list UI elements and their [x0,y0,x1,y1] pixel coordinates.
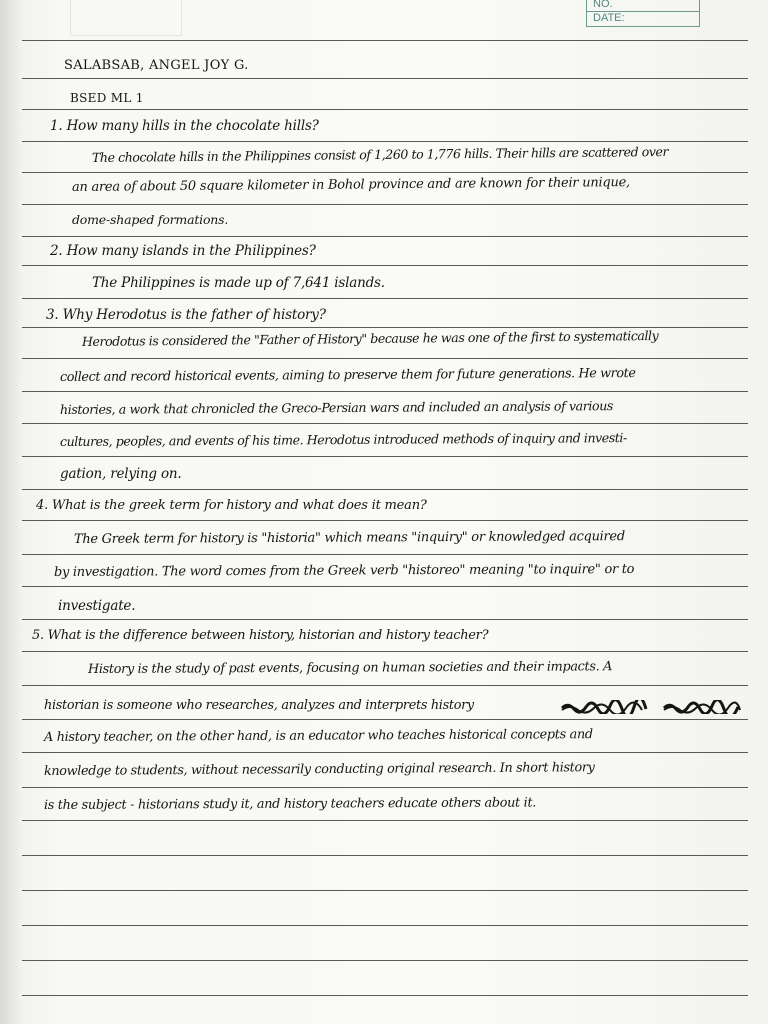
date-label: DATE: [593,12,625,24]
ruled-line [22,456,748,457]
faint-stamp-box [70,0,182,36]
ruled-line [22,489,748,490]
ruled-line [22,265,748,266]
ruled-line [22,960,748,961]
answer-5-line-1: History is the study of past events, focusing on human societies and their impacts. A [87,659,613,677]
answer-1-line-3: dome-shaped formations. [72,212,229,227]
ruled-line [22,520,748,521]
student-name: SALABSAB, ANGEL JOY G. [64,58,249,73]
ruled-line [22,685,748,686]
answer-5-line-2: historian is someone who researches, analyzes and interprets history [44,698,474,713]
ruled-line [22,925,748,926]
ruled-line [22,554,748,555]
ruled-line [22,890,748,891]
answer-5-line-4: knowledge to students, without necessarily conducting original research. In short history [43,760,595,779]
ruled-line [22,204,748,205]
ruled-line [22,423,748,424]
scribbled-out-text [560,700,742,714]
ruled-line [22,752,748,753]
ruled-line [22,236,748,237]
question-4: 4. What is the greek term for history and what does it mean? [36,498,427,513]
ruled-line [22,172,748,173]
answer-1-line-2: an area of about 50 square kilometer in Bohol province and are known for their unique, [71,175,630,195]
no-label: NO. [587,0,699,12]
answer-3-line-2: collect and record historical events, aiming to preserve them for future generations. He wrote [59,365,636,385]
page-edge-shadow [0,0,22,1024]
answer-3-line-1: Herodotus is considered the "Father of History" because he was one of the first to systematically [81,327,659,349]
question-3: 3. Why Herodotus is the father of history? [46,307,326,323]
question-1: 1. How many hills in the chocolate hills? [50,118,319,134]
answer-4-line-1: The Greek term for history is "historia" which means "inquiry" or knowledged acquired [73,529,625,547]
answer-4-line-2: by investigation. The word comes from the Greek verb "historeo" meaning "to inquire" or to [53,561,635,580]
answer-1-line-1: The chocolate hills in the Philippines consist of 1,260 to 1,776 hills. Their hills are scattered over [91,143,669,165]
ruled-line [22,586,748,587]
ruled-line [22,719,748,720]
answer-2-line-1: The Philippines is made up of 7,641 islands. [92,275,385,291]
answer-3-line-3: histories, a work that chronicled the Greco-Persian wars and included an analysis of various [59,398,614,417]
ruled-line [22,109,748,110]
answer-4-line-3: investigate. [58,598,136,614]
question-2: 2. How many islands in the Philippines? [50,243,316,259]
answer-3-line-4: cultures, peoples, and events of his time. Herodotus introduced methods of inquiry and investi- [59,430,627,449]
ruled-line [22,787,748,788]
ruled-line [22,855,748,856]
course-line: BSED ML 1 [70,91,144,105]
answer-5-line-5: is the subject - historians study it, and history teachers educate others about it. [43,795,537,813]
answer-5-line-3: A history teacher, on the other hand, is an educator who teaches historical concepts and [43,727,593,745]
ruled-line [22,298,748,299]
ruled-line [22,391,748,392]
no-date-box [586,0,700,27]
ruled-line [22,651,748,652]
ruled-line [22,995,748,996]
ruled-line [22,78,748,79]
ruled-line [22,358,748,359]
question-5: 5. What is the difference between history, historian and history teacher? [32,628,489,643]
ruled-line [22,40,748,41]
answer-3-line-5: gation, relying on. [60,466,182,482]
ruled-line [22,619,748,620]
ruled-line [22,141,748,142]
ruled-line [22,820,748,821]
